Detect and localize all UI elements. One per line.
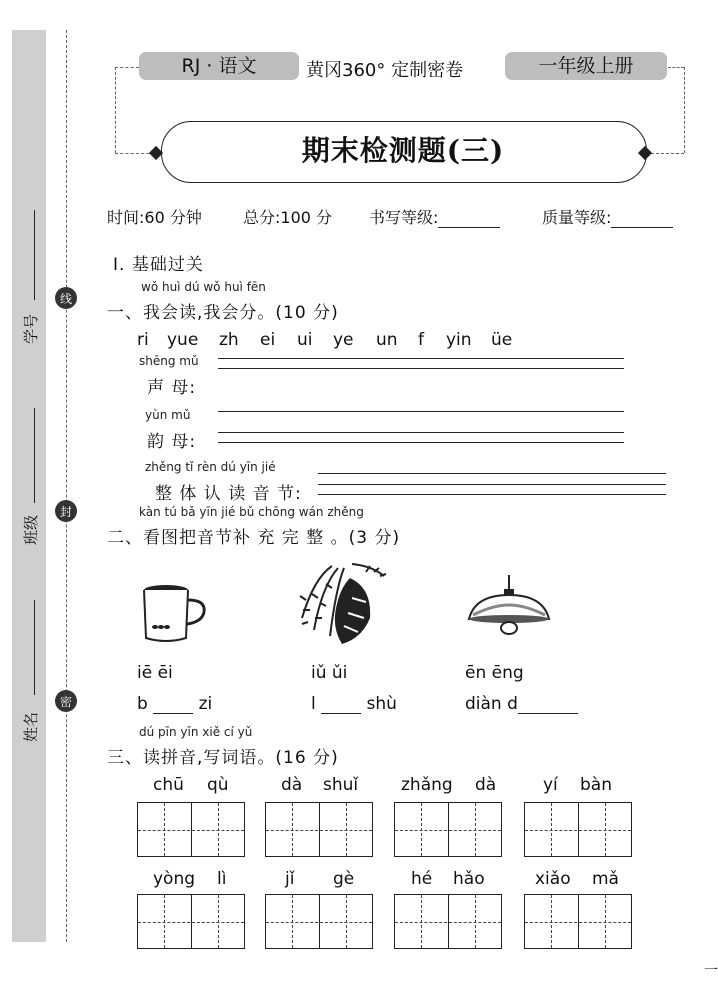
seal-seal: 封 — [55, 500, 77, 522]
initials-line[interactable] — [218, 368, 624, 369]
word-pinyin: gè — [333, 869, 355, 889]
class-label: 班级 — [22, 514, 40, 545]
word-pinyin: qù — [207, 775, 229, 795]
writing-grade-label: 书写等级: — [369, 208, 439, 227]
initials-label: 声 母: — [147, 378, 197, 398]
grade-tag: 一年级上册 — [505, 52, 667, 80]
whole-syllable-line[interactable] — [318, 484, 666, 485]
writing-grid[interactable] — [137, 894, 245, 949]
willow-tree-picture — [292, 558, 392, 646]
quality-grade-label: 质量等级: — [542, 208, 612, 227]
word-pinyin: zhǎng — [401, 775, 453, 795]
cup-suffix: zi — [198, 694, 213, 714]
word-pinyin: dà — [281, 775, 303, 795]
q1-letter: f — [418, 330, 424, 350]
q3-pinyin: dú pīn yīn xiě cí yǔ — [139, 725, 253, 739]
q2-heading: 二、看图把音节补 充 完 整 。(3 分) — [107, 528, 401, 548]
lamp-picture — [463, 575, 553, 639]
initials-line[interactable] — [218, 358, 624, 359]
lamp-options: ēn ēng — [465, 663, 524, 683]
q1-letter: yue — [167, 330, 199, 350]
header-dash-right-v — [684, 67, 685, 153]
initials-pinyin: shēng mǔ — [139, 354, 199, 368]
word-pinyin: hǎo — [453, 869, 485, 889]
word-pinyin: lì — [217, 869, 227, 889]
willow-options: iǔ ǔi — [311, 663, 348, 683]
finals-label: 韵 母: — [147, 432, 197, 452]
willow-prefix: l — [311, 694, 316, 714]
writing-grid[interactable] — [394, 802, 502, 857]
word-pinyin: shuǐ — [323, 775, 359, 795]
whole-syllable-pinyin: zhěng tǐ rèn dú yīn jié — [145, 460, 276, 474]
cup-answer-blank[interactable] — [153, 713, 193, 714]
student-no-field[interactable] — [34, 210, 35, 300]
q1-heading: 一、我会读,我会分。(10 分) — [107, 303, 339, 323]
word-pinyin: xiǎo — [535, 869, 571, 889]
q1-letter: ui — [297, 330, 313, 350]
writing-grid[interactable] — [524, 802, 632, 857]
seal-line: 线 — [55, 287, 77, 309]
whole-syllable-line[interactable] — [318, 494, 666, 495]
word-pinyin: yí — [543, 775, 558, 795]
q1-letter: un — [376, 330, 398, 350]
header-dash-left-v — [115, 67, 116, 153]
brand-name: 黄冈360° 定制密卷 — [306, 60, 464, 81]
finals-line[interactable] — [218, 432, 624, 433]
finals-pinyin: yùn mǔ — [145, 408, 191, 422]
q1-letter: yin — [446, 330, 472, 350]
word-pinyin: dà — [475, 775, 497, 795]
cup-picture — [138, 582, 214, 644]
writing-grid[interactable] — [137, 802, 245, 857]
name-label: 姓名 — [22, 711, 40, 742]
page-mark: 一 — [704, 963, 718, 979]
finals-line[interactable] — [218, 442, 624, 443]
writing-grid[interactable] — [265, 894, 373, 949]
word-pinyin: hé — [411, 869, 433, 889]
header-dash-right — [668, 67, 684, 68]
writing-grid[interactable] — [265, 802, 373, 857]
q1-letter: üe — [491, 330, 513, 350]
willow-suffix: shù — [366, 694, 397, 714]
page-title: 期末检测题(三) — [301, 134, 505, 167]
finals-line[interactable] — [218, 411, 624, 412]
q2-pinyin: kàn tú bǎ yīn jié bǔ chōng wán zhěng — [139, 505, 364, 519]
q1-letter: ri — [137, 330, 149, 350]
word-pinyin: jǐ — [285, 869, 295, 889]
name-field[interactable] — [34, 600, 35, 695]
class-field[interactable] — [34, 408, 35, 503]
lamp-prefix: diàn d — [465, 694, 518, 714]
q3-heading: 三、读拼音,写词语。(16 分) — [107, 748, 339, 768]
part-heading: Ⅰ. 基础过关 — [113, 255, 204, 275]
lamp-answer-blank[interactable] — [518, 713, 578, 714]
time-info: 时间:60 分钟 — [107, 208, 202, 227]
writing-grid[interactable] — [524, 894, 632, 949]
whole-syllable-line[interactable] — [318, 473, 666, 474]
quality-grade-field[interactable] — [611, 227, 673, 228]
q1-pinyin: wǒ huì dú wǒ huì fēn — [141, 280, 266, 294]
subject-tag: RJ · 语文 — [139, 52, 299, 80]
binding-strip — [12, 30, 46, 942]
whole-syllable-label: 整 体 认 读 音 节: — [155, 484, 302, 504]
q1-letter: ei — [260, 330, 276, 350]
student-no-label: 学号 — [22, 313, 40, 344]
writing-grid[interactable] — [394, 894, 502, 949]
total-score: 总分:100 分 — [243, 208, 333, 227]
writing-grade-field[interactable] — [438, 227, 500, 228]
word-pinyin: yòng — [153, 869, 196, 889]
header-dash-left — [115, 67, 139, 68]
willow-answer-blank[interactable] — [321, 713, 361, 714]
q1-letter: ye — [333, 330, 354, 350]
word-pinyin: mǎ — [592, 869, 619, 889]
word-pinyin: bàn — [580, 775, 612, 795]
word-pinyin: chū — [153, 775, 184, 795]
q1-letter: zh — [219, 330, 239, 350]
cut-line — [66, 30, 67, 942]
cup-options: iē ēi — [137, 663, 173, 683]
cup-prefix: b — [137, 694, 148, 714]
seal-secret: 密 — [55, 690, 77, 712]
